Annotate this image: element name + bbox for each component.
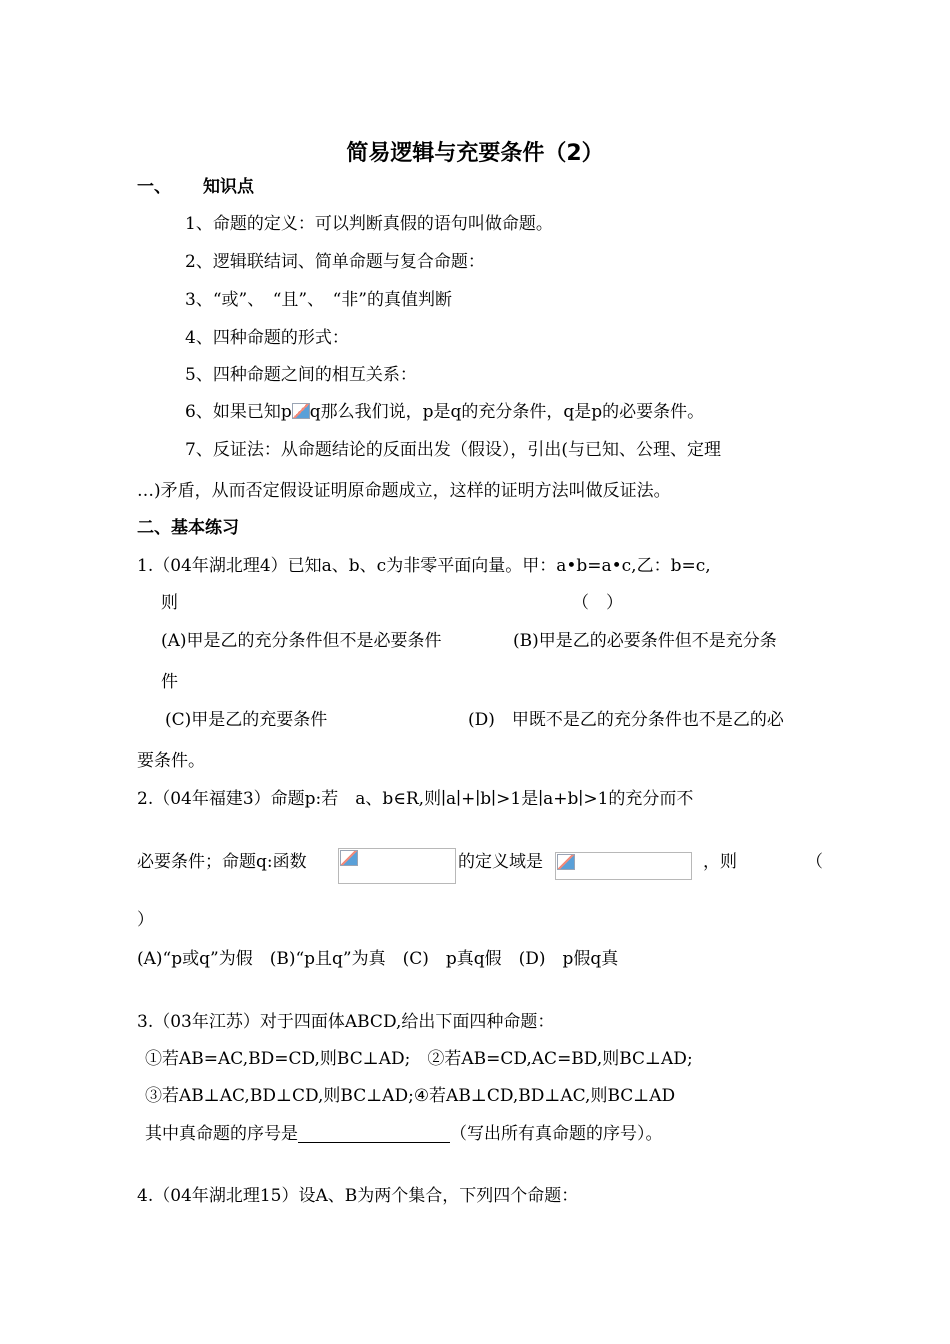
section1-number: 一、 [137, 177, 171, 197]
q3-line3 [145, 1123, 663, 1145]
function-formula-image [338, 848, 456, 884]
q2-paren-open: （ [806, 852, 823, 872]
q1-option-b: (B)甲是乙的必要条件但不是充分条 [513, 631, 777, 651]
point-7-line1: 7、反证法：从命题结论的反面出发（假设），引出(与已知、公理、定理 [185, 440, 721, 460]
q3-line1: ①若AB=AC,BD=CD,则BC⊥AD; ②若AB=CD,AC=BD,则BC⊥AD; [145, 1049, 693, 1069]
q3-line2: ③若AB⊥AC,BD⊥CD,则BC⊥AD;④若AB⊥CD,BD⊥AC,则BC⊥AD [145, 1086, 676, 1106]
page-title: 简易逻辑与充要条件（2） [346, 141, 604, 166]
q1-option-a: (A)甲是乙的充分条件但不是必要条件 [161, 631, 442, 651]
point-6-after: q那么我们说，p是q的充分条件，q是p的必要条件。 [309, 402, 705, 422]
q1-then: 则 [161, 593, 178, 613]
point-2: 2、逻辑联结词、简单命题与复合命题： [185, 252, 485, 272]
domain-formula-image [555, 852, 692, 880]
q4-stem: 4.（04年湖北理15）设A、B为两个集合，下列四个命题： [137, 1186, 579, 1206]
broken-image-icon [292, 403, 310, 419]
point-1: 1、命题的定义：可以判断真假的语句叫做命题。 [185, 214, 553, 234]
q1-option-b-cont: 件 [161, 672, 178, 692]
q2-paren-close: ） [137, 910, 154, 930]
q1-option-d: (D) 甲既不是乙的充分条件也不是乙的必 [468, 710, 784, 730]
q1-stem: 1.（04年湖北理4）已知a、b、c为非零平面向量。甲：a•b=a•c,乙：b=c, [137, 556, 711, 576]
q1-answer-paren: （ ） [572, 593, 623, 613]
point-3: 3、“或”、 “且”、 “非”的真值判断 [185, 290, 452, 310]
point-4: 4、四种命题的形式： [185, 328, 349, 348]
q2-line2a: 必要条件；命题q:函数 [137, 852, 307, 872]
point-7-line2: …)矛盾，从而否定假设证明原命题成立，这样的证明方法叫做反证法。 [137, 481, 671, 501]
q2-stem: 2.（04年福建3）命题p:若 a、b∈R,则∣a∣+∣b∣>1是∣a+b∣>1的充分而不 [137, 789, 694, 809]
q1-option-c: (C)甲是乙的充要条件 [165, 710, 328, 730]
section1-heading: 知识点 [203, 177, 254, 197]
broken-image-icon [340, 850, 358, 866]
q3-line3-prefix: 其中真命题的序号是 [145, 1124, 298, 1144]
q2-line2c: ，则 [703, 852, 737, 872]
answer-blank[interactable] [298, 1124, 450, 1143]
point-6 [185, 401, 704, 423]
q2-line2b: 的定义域是 [458, 852, 543, 872]
q3-stem: 3.（03年江苏）对于四面体ABCD,给出下面四种命题： [137, 1012, 555, 1032]
section2-heading: 二、基本练习 [137, 518, 239, 538]
point-5: 5、四种命题之间的相互关系： [185, 365, 417, 385]
q2-options: (A)“p或q”为假 (B)“p且q”为真 (C) p真q假 (D) p假q真 [137, 949, 619, 969]
q1-option-d-cont: 要条件。 [137, 751, 205, 771]
point-6-before: 6、如果已知p [185, 402, 292, 422]
q3-line3-suffix: （写出所有真命题的序号）。 [450, 1124, 663, 1144]
broken-image-icon [557, 854, 575, 870]
